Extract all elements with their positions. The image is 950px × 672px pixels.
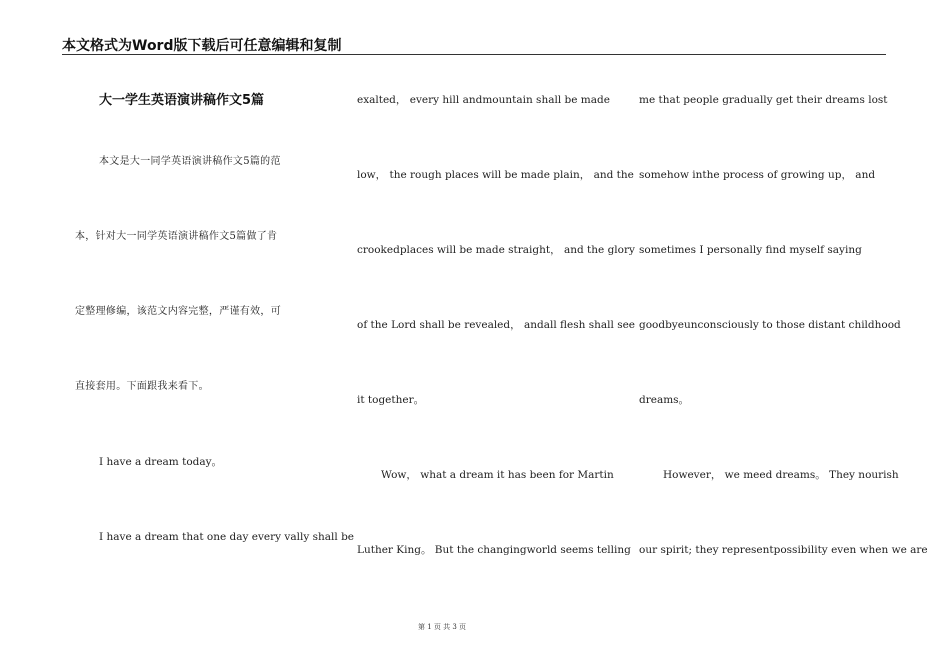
text-line: dreams。	[639, 394, 690, 406]
text-line: sometimes I personally find myself saying	[639, 244, 862, 256]
document-title: 大一学生英语演讲稿作文5篇	[99, 93, 265, 108]
text-line: However， we meed dreams。 They nourish	[663, 469, 899, 481]
text-line: 直接套用。下面跟我来看下。	[75, 381, 209, 392]
text-line: of the Lord shall be revealed， andall flesh shall see	[357, 319, 636, 331]
text-line: 本文是大一同学英语演讲稿作文5篇的范	[99, 156, 281, 167]
text-line: I have a dream that one day every vally shall be	[99, 531, 355, 543]
header-divider	[62, 54, 886, 55]
text-line: low， the rough places will be made plain， and the	[357, 169, 634, 181]
text-line: I have a dream today。	[99, 456, 223, 468]
text-line: Luther King。 But the changingworld seems telling	[357, 544, 631, 556]
document-header-title: 本文格式为Word版下载后可任意编辑和复制	[62, 38, 342, 54]
text-line: somehow inthe process of growing up， and	[639, 169, 876, 181]
text-line: Wow， what a dream it has been for Martin	[381, 469, 614, 481]
text-line: 本，针对大一同学英语演讲稿作文5篇做了肯	[75, 231, 278, 242]
text-line: our spirit; they representpossibility even when we are	[639, 544, 928, 556]
text-line: crookedplaces will be made straight， and the glory	[357, 244, 635, 256]
text-line: it together。	[357, 394, 425, 406]
text-line: me that people gradually get their dreams lost	[639, 94, 888, 106]
text-line: goodbyeunconsciously to those distant childhood	[639, 319, 901, 331]
text-line: 定整理修编，该范文内容完整，严谨有效，可	[75, 306, 281, 317]
text-line: exalted， every hill andmountain shall be made	[357, 94, 610, 106]
page-number: 第 1 页 共 3 页	[417, 623, 467, 631]
